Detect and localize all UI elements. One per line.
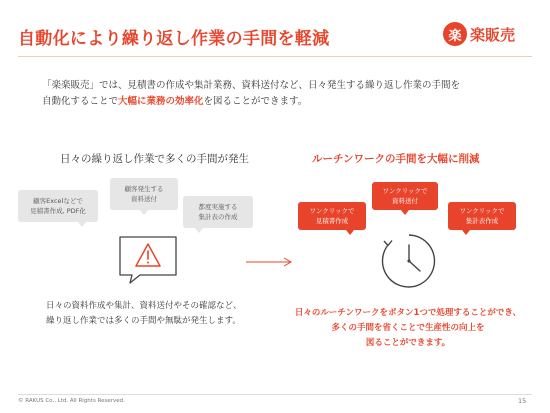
page-title: 自動化により繰り返し作業の手間を軽減 — [18, 29, 330, 49]
bubble-line: ワンクリックで — [382, 187, 428, 195]
bubble-line: 顧客発生する — [124, 185, 164, 193]
page-number: 15 — [518, 397, 527, 405]
left-body-line: 日々の資料作成や集計、資料送付やその確認など、 — [46, 301, 242, 311]
bubble-line: 見積書作成 — [315, 217, 349, 225]
bubble-line: 都度実施する — [198, 203, 238, 211]
right-body-text — [282, 306, 534, 351]
bubble-line: 資料送付 — [131, 195, 157, 203]
left-heading: 日々の繰り返し作業で多くの手間が発生 — [60, 153, 249, 165]
solution-bubble-send — [372, 182, 438, 210]
right-body-line: 日々のルーチンワークをボタン1つで処理することができ、 — [294, 308, 522, 318]
bubble-line: ワンクリックで — [309, 207, 355, 215]
copyright: © RAKUS Co., Ltd. All Rights Reserved. — [18, 398, 125, 404]
bubble-line: ワンクリックで — [459, 207, 505, 215]
footer-divider — [18, 394, 532, 395]
intro-line-1: 「楽楽販売」では、見積書の作成や集計業務、資料送付など、日々発生する繰り返し作業の手間を — [42, 80, 461, 91]
right-heading: ルーチンワークの手間を大幅に削減 — [312, 153, 480, 165]
right-body-line: 図ることができます。 — [365, 338, 451, 348]
clock-icon — [378, 230, 440, 292]
intro-line-2 — [42, 94, 460, 110]
logo-mark: 楽 — [443, 22, 467, 46]
arrow-right-icon — [246, 256, 292, 268]
solution-bubble-estimate — [298, 202, 366, 230]
title-divider — [18, 56, 532, 57]
problem-bubble-send — [110, 178, 178, 210]
left-body-line: 繰り返し作業では多くの手間や無駄が発生します。 — [46, 316, 241, 326]
intro-line-2-post: を図ることができます。 — [203, 96, 308, 107]
logo-text: 楽販売 — [470, 25, 516, 44]
left-body-text — [46, 299, 242, 329]
bubble-line: 見積書作成, PDF化 — [30, 207, 86, 215]
problem-bubble-summary — [183, 196, 253, 228]
intro-line-2-pre: 自動化することで — [42, 96, 119, 107]
solution-bubble-summary — [448, 202, 516, 230]
intro-highlight: 大幅に業務の効率化 — [118, 96, 204, 107]
right-body-line: 多くの手間を省くことで生産性の向上を — [331, 323, 485, 333]
brand-logo — [443, 21, 515, 47]
bubble-line: 集計表の作成 — [198, 213, 238, 221]
bubble-line: 顧客Excelなどで — [33, 197, 83, 205]
intro-text — [42, 78, 460, 110]
bubble-line: 集計表作成 — [465, 217, 499, 225]
bubble-line: 資料送付 — [392, 197, 418, 205]
problem-bubble-estimate — [18, 190, 98, 222]
warning-chat-icon — [118, 235, 178, 285]
